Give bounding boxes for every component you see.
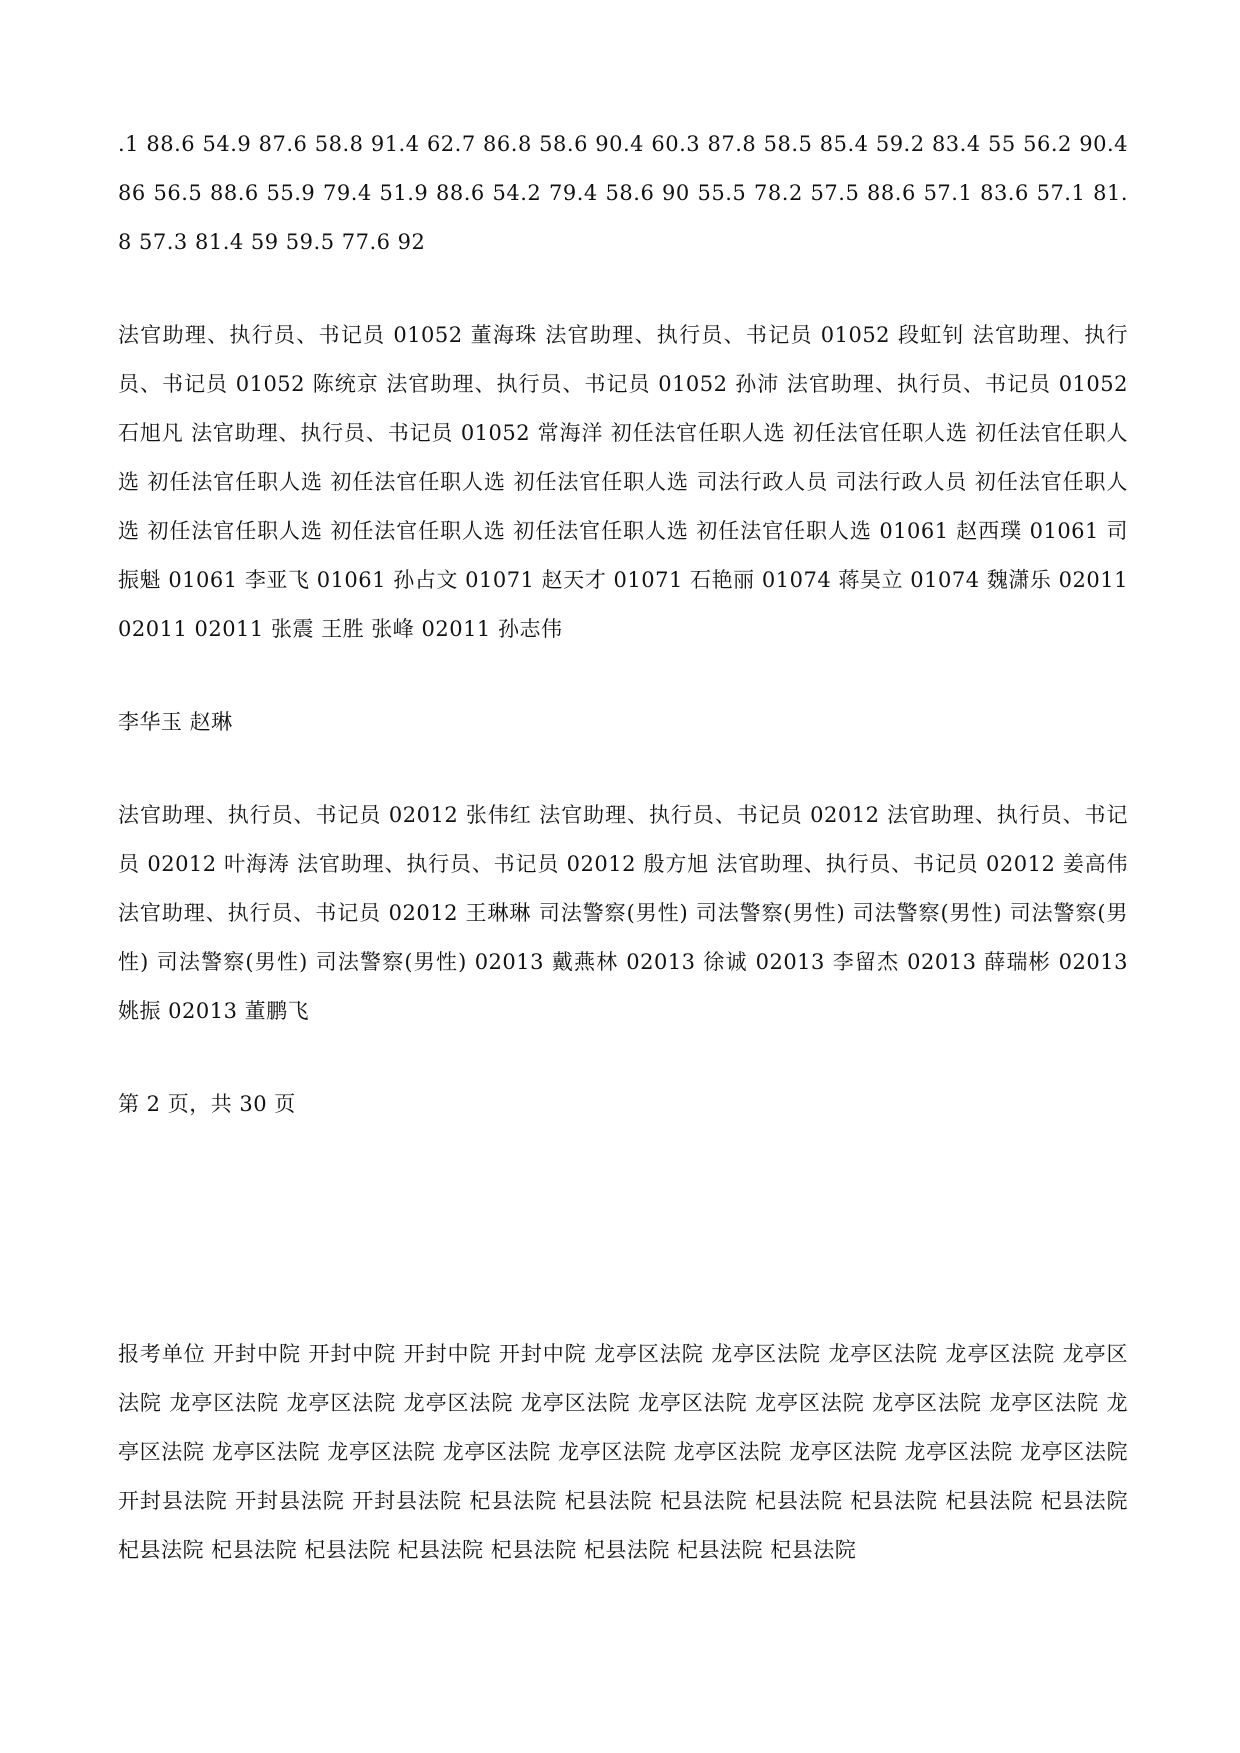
score-paragraph: .1 88.6 54.9 87.6 58.8 91.4 62.7 86.8 58.6 90.4 60.3 87.8 58.5 85.4 59.2 83.4 55 56.2 90.4 86 56.5 88.6 55.9 79.4 51.9 88.6 54.2 79.4 58.6 90 55.5 78.2 57.5 88.6 57.1 83.6 57.1 81.8 57.3 81.4 59 59.5 77.6 92 bbox=[118, 132, 1128, 254]
positions-paragraph-2: 法官助理、执行员、书记员 02012 张伟红 法官助理、执行员、书记员 02012 法官助理、执行员、书记员 02012 叶海涛 法官助理、执行员、书记员 02012 殷方旭 法官助理、执行员、书记员 02012 姜高伟 法官助理、执行员、书记员 02012 王琳琳 司法警察(男性) 司法警察(男性) 司法警察(男性) 司法警察(男性) 司法警察(男性) 司法警察(男性) 02013 戴燕林 02013 徐诚 02013 李留杰 02013 薛瑞彬 02013 姚振 02013 董鹏飞 bbox=[118, 803, 1128, 1023]
next-page-content bbox=[118, 1330, 1128, 1575]
page-content bbox=[118, 120, 1128, 1129]
positions-paragraph-1: 法官助理、执行员、书记员 01052 董海珠 法官助理、执行员、书记员 01052 段虹钊 法官助理、执行员、书记员 01052 陈统京 法官助理、执行员、书记员 01052 孙沛 法官助理、执行员、书记员 01052 石旭凡 法官助理、执行员、书记员 01052 常海洋 初任法官任职人选 初任法官任职人选 初任法官任职人选 初任法官任职人选 初任法官任职人选 初任法官任职人选 司法行政人员 司法行政人员 初任法官任职人选 初任法官任职人选 初任法官任职人选 初任法官任职人选 初任法官任职人选 01061 赵西璞 01061 司振魁 01061 李亚飞 01061 孙占文 01071 赵天才 01071 石艳丽 01074 蒋昊立 01074 魏潇乐 02011 02011 02011 张震 王胜 张峰 02011 孙志伟 bbox=[118, 323, 1128, 641]
names-paragraph: 李华玉 赵琳 bbox=[118, 710, 233, 734]
units-paragraph: 报考单位 开封中院 开封中院 开封中院 开封中院 龙亭区法院 龙亭区法院 龙亭区法院 龙亭区法院 龙亭区法院 龙亭区法院 龙亭区法院 龙亭区法院 龙亭区法院 龙亭区法院 龙亭区法院 龙亭区法院 龙亭区法院 龙亭区法院 龙亭区法院 龙亭区法院 龙亭区法院 龙亭区法院 龙亭区法院 龙亭区法院 龙亭区法院 龙亭区法院 开封县法院 开封县法院 开封县法院 杞县法院 杞县法院 杞县法院 杞县法院 杞县法院 杞县法院 杞县法院 杞县法院 杞县法院 杞县法院 杞县法院 杞县法院 杞县法院 杞县法院 杞县法院 bbox=[118, 1342, 1128, 1562]
page-number-footer: 第 2 页，共 30 页 bbox=[118, 1092, 296, 1116]
